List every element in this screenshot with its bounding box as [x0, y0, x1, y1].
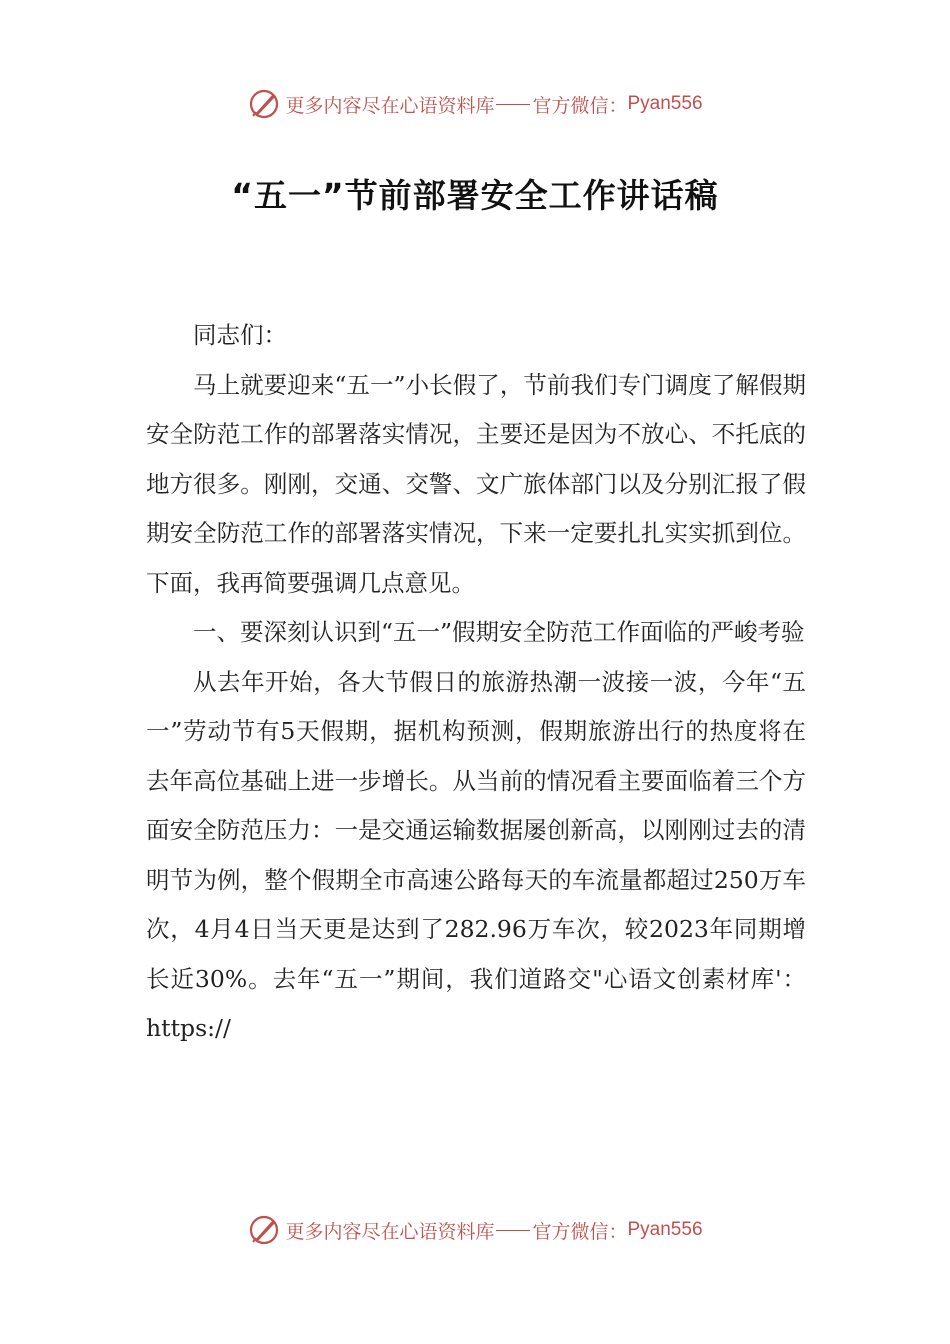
wechat-id: Pyan556: [627, 93, 703, 114]
wechat-label: 官方微信：: [532, 94, 628, 117]
document-body: [146, 311, 806, 1054]
quill-pen-logo-icon: [247, 87, 281, 121]
banner-divider: [496, 104, 530, 105]
paragraph-intro: 马上就要迎来“五一”小长假了，节前我们专门调度了解假期安全防范工作的部署落实情况，主要还是因为不放心、不托底的地方很多。刚刚，交通、交警、文广旅体部门以及分别汇报了假期安全防范工作的部署落实情况，下来一定要扎扎实实抓到位。下面，我再简要强调几点意见。: [146, 370, 806, 597]
footer-banner: [0, 1210, 950, 1250]
banner-divider: [496, 1230, 530, 1231]
header-banner: [0, 84, 950, 124]
quill-pen-logo-icon: [247, 1213, 281, 1247]
section-heading-1: 一、要深刻认识到“五一”假期安全防范工作面临的严峻考验: [193, 618, 805, 646]
document-title: “五一”节前部署安全工作讲话稿: [231, 176, 719, 215]
wechat-label: 官方微信：: [532, 1220, 628, 1243]
paragraph-section-1: 从去年开始，各大节假日的旅游热潮一波接一波，今年“五一”劳动节有5天假期，据机构预测，假期旅游出行的热度将在去年高位基础上进一步增长。从当前的情况看主要面临着三个方面安全防范压力：一是交通运输数据屡创新高，以刚刚过去的清明节为例，整个假期全市高速公路每天的车流量都超过250万车次，4月4日当天更是达到了282.96万车次，较2023年同期增长近30%。去年“五一”期间，我们道路交"心语文创素材库'：https://: [146, 667, 806, 1042]
banner-text: 更多内容尽在心语资料库: [285, 94, 495, 117]
salutation: 同志们：: [193, 321, 287, 349]
wechat-id: Pyan556: [627, 1219, 703, 1240]
banner-text: 更多内容尽在心语资料库: [285, 1220, 495, 1243]
